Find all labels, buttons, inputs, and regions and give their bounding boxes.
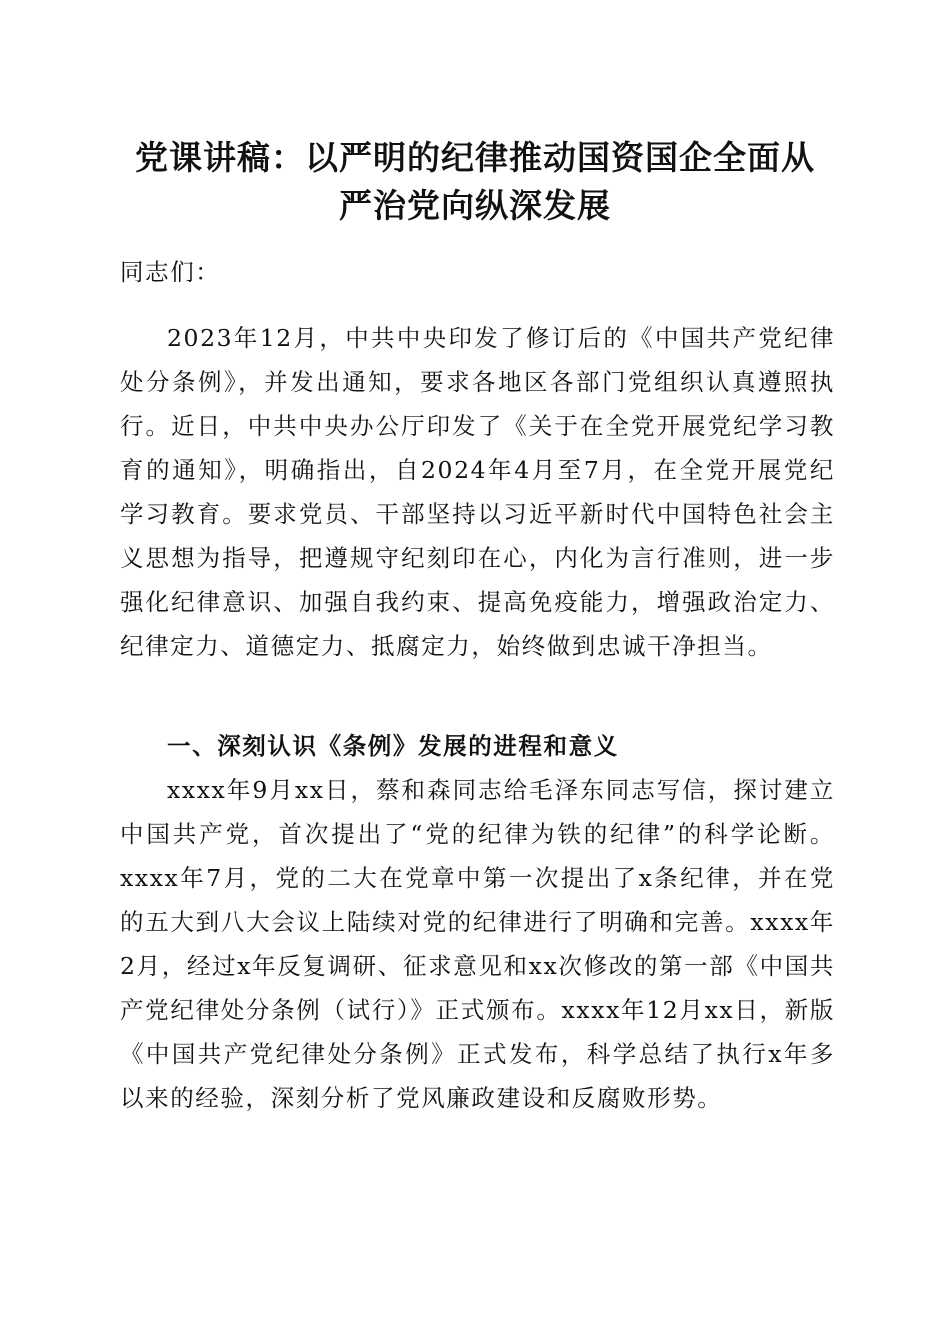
paragraph-intro: 2023年12月，中共中央印发了修订后的《中国共产党纪律处分条例》，并发出通知，要求各地区各部门党组织认真遵照执行。近日，中共中央办公厅印发了《关于在全党开展党纪学习教育的通知》，明确指出，自2024年4月至7月，在全党开展党纪学习教育。要求党员、干部坚持以习近平新时代中国特色社会主义思想为指导，把遵规守纪刻印在心，内化为言行准则，进一步强化纪律意识、加强自我约束、提高免疫能力，增强政治定力、纪律定力、道德定力、抵腐定力，始终做到忠诚干净担当。 — [120, 324, 835, 660]
title-line-1: 党课讲稿：以严明的纪律推动国资国企全面从 — [135, 138, 815, 177]
title-line-2: 严治党向纵深发展 — [339, 186, 611, 225]
document-title — [100, 134, 850, 230]
greeting: 同志们： — [120, 258, 221, 286]
section-heading-1: 一、深刻认识《条例》发展的进程和意义 — [167, 732, 619, 760]
paragraph-history: xxxx年9月xx日，蔡和森同志给毛泽东同志写信，探讨建立中国共产党，首次提出了“党的纪律为铁的纪律”的科学论断。xxxx年7月，党的二大在党章中第一次提出了x条纪律，并在党的五大到八大会议上陆续对党的纪律进行了明确和完善。xxxx年2月，经过x年反复调研、征求意见和xx次修改的第一部《中国共产党纪律处分条例（试行）》正式颁布。xxxx年12月xx日，新版《中国共产党纪律处分条例》正式发布，科学总结了执行x年多以来的经验，深刻分析了党风廉政建设和反腐败形势。 — [120, 776, 835, 1112]
